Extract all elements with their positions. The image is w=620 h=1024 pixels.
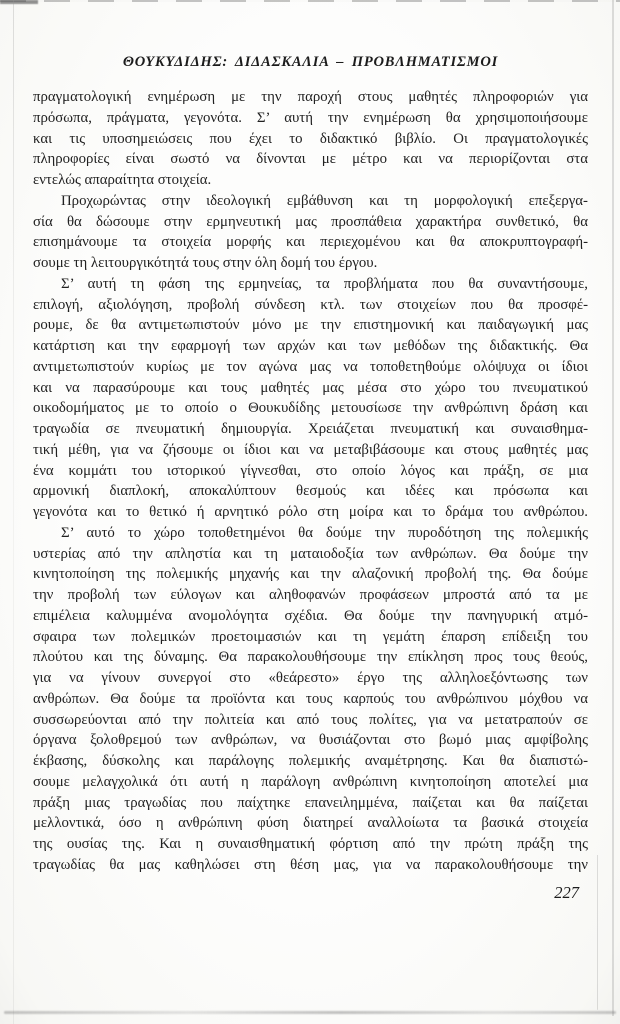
text-line: έκβασης, δύσκολης και παράλογης πολεμικής αναμέτρησης. Και θα διαπιστώ- <box>33 753 588 769</box>
text-line: Προχωρώντας στην ιδεολογική εμβάθυνση και τη μορφολογική επεξεργα- <box>61 192 588 209</box>
paragraph <box>33 523 588 876</box>
text-line: και να παρασύρουμε και τους μαθητές μας μέσα στο χώρο του πνευματικού <box>33 379 588 396</box>
scan-right-edge-artifact <box>612 0 614 1016</box>
paragraph <box>33 274 588 523</box>
text-line: για να γίνουν συνεργοί στο «θεάρεστο» έργο της αλληλοεξόντωσης των <box>33 670 588 686</box>
text-line: υστερίας από την απληστία και τη ματαιοδοξία των ανθρώπων. Θα δούμε την <box>33 545 588 562</box>
text-line: κινητοποίηση της πολεμικής μηχανής και την αλαζονική προβολή της. Θα δούμε <box>33 566 588 583</box>
text-body <box>33 87 588 876</box>
text-line: την προβολή των εύλογων και αληθοφανών προφάσεων μπροστά από τα με <box>33 587 588 603</box>
text-line: γεγονότα και το θετικό ή αρνητικό ρόλο στη μοίρα και το δράμα του ανθρώπου. <box>33 504 588 520</box>
text-line: σουμε τη λειτουργικότητά τους στην όλη δομή του έργου. <box>33 255 378 271</box>
text-line: μελλοντικά, όσο η ανθρώπινη φύση διατηρεί αναλλοίωτα τα βασικά στοιχεία <box>33 815 588 832</box>
text-line: πρόσωπα, πράγματα, γεγονότα. Σ’ αυτή την ενημέρωση θα χρησιμοποιήσουμε <box>33 109 588 126</box>
text-line: και τις υποσημειώσεις που έχει το διδακτικό βιβλίο. Οι πραγματολογικές <box>33 130 588 147</box>
text-line: επιμέλεια καλυμμένα ανομολόγητα σχέδια. Θα δούμε την πανηγυρική ατμό- <box>33 607 588 624</box>
scan-bottom-shadow <box>4 1011 616 1014</box>
text-line: αντιμετωπιστούν κυρίως με τον αγώνα μας να τοποθετηθούμε ολόψυχα οι ίδιοι <box>33 358 588 375</box>
scan-top-edge-artifact <box>0 0 620 2</box>
text-line: κατάρτιση και την εφαρμογή των αρχών και των μεθόδων της διδακτικής. Θα <box>33 338 588 354</box>
running-header: ΘΟΥΚΥΔΙΔΗΣ: ΔΙΔΑΣΚΑΛΙΑ – ΠΡΟΒΛΗΜΑΤΙΣΜΟΙ <box>122 54 499 70</box>
text-line: σία θα δώσουμε στην ερμηνευτική μας προσπάθεια χαρακτήρα συνθετικό, θα <box>33 213 588 230</box>
text-line: οικοδομήματος με το οποίο ο Θουκυδίδης μετουσίωσε την ανθρώπινη δράση και <box>33 400 588 417</box>
text-line: τραγωδία σε πνευματική δημιουργία. Χρειάζεται πνευματική και συναισθημα- <box>33 421 588 437</box>
text-line: συσσωρεύονται από την πολιτεία και από τους πολίτες, για να μετατραπούν σε <box>33 711 588 728</box>
scan-left-edge-artifact <box>13 0 14 1024</box>
text-line: αρμονική διαπλοκή, αποκαλύπτουν θεσμούς και ιδέες και πρόσωπα και <box>33 483 588 500</box>
text-line: πραγματολογική ενημέρωση με την παροχή στους μαθητές πληροφοριών για <box>33 89 588 105</box>
text-line: Σ’ αυτή τη φάση της ερμηνείας, τα προβλήματα που θα συναντήσουμε, <box>61 275 588 292</box>
text-line: Σ’ αυτό το χώρο τοποθετημένοι θα δούμε την πυροδότηση της πολεμικής <box>61 524 588 541</box>
scan-top-left-corner-artifact <box>0 0 38 4</box>
text-line: πλούτου και της δύναμης. Θα παρακολουθήσουμε την επίκληση προς τους θεούς, <box>33 649 588 666</box>
paragraph <box>33 87 588 191</box>
text-line: σφαιρα των πολεμικών προετοιμασιών και τη γεμάτη έπαρση επίδειξη του <box>33 628 588 645</box>
text-line: ένα κομμάτι του ιστορικού γίγνεσθαι, στο οποίο λόγος και πράξη, σε μια <box>33 462 588 479</box>
text-line: της ουσίας της. Και η συναισθηματική φόρτιση από την πρώτη πράξη της <box>33 836 588 852</box>
text-line: επισημάνουμε τα στοιχεία μορφής και περιεχομένου και θα αποκρυπτογραφή- <box>33 234 588 251</box>
text-line: τραγωδίας θα μας καθηλώσει στη θέση μας, για να παρακολουθήσουμε την <box>33 856 588 873</box>
text-line: όργανα ξολοθρεμού των ανθρώπων, να θυσιάζονται στο βωμό μιας αμφίβολης <box>33 732 588 749</box>
scan-page-right-border <box>597 855 598 1010</box>
text-line: ρουμε, δε θα αντιμετωπιστούν μόνο με την επιστημονική και παιδαγωγική μας <box>33 317 588 334</box>
text-line: εντελώς απαραίτητα στοιχεία. <box>33 172 212 188</box>
text-line: τική μέθη, για να ζήσουμε οι ίδιοι και να μεταβιβάσουμε και στους μαθητές μας <box>33 441 588 458</box>
text-line: πληροφορίες είναι σωστό να δίνονται με μέτρο και να περιορίζονται στα <box>33 151 588 168</box>
text-line: πράξη μιας τραγωδίας που παίχτηκε επανειλημμένα, παίζεται και θα παίζεται <box>33 794 588 811</box>
text-line: σουμε μελαγχολικά ότι αυτή η παράλογη ανθρώπινη κινητοποίηση αποτελεί μια <box>33 773 588 790</box>
paragraph <box>33 191 588 274</box>
page-number: 227 <box>554 883 579 902</box>
text-line: επιλογή, αξιολόγηση, προβολή σύνδεση κτλ. των στοιχείων που θα προσφέ- <box>33 296 588 313</box>
text-line: ανθρώπων. Θα δούμε τα προϊόντα και τους καρπούς του ανθρώπινου μόχθου να <box>33 690 588 707</box>
